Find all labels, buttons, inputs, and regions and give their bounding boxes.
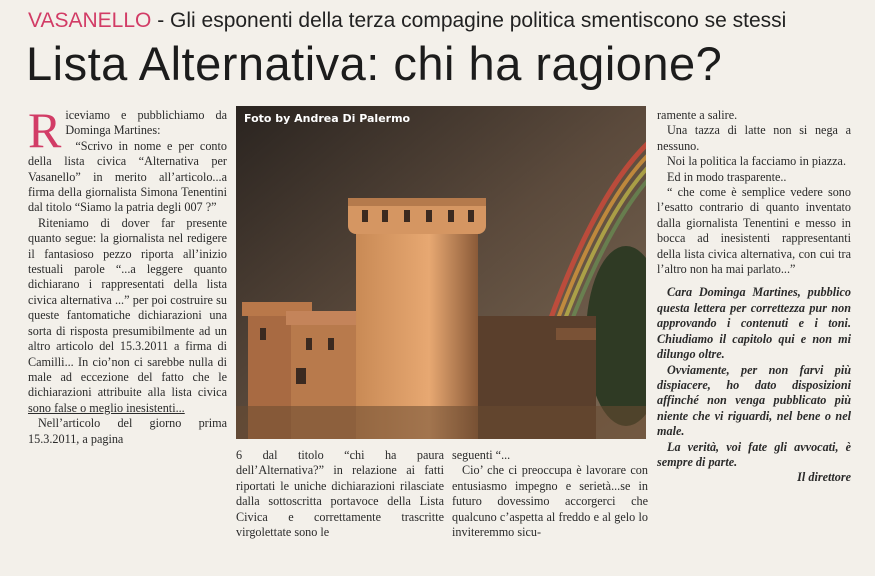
photo-credit: Foto by Andrea Di Palermo (244, 112, 411, 125)
article-kicker (28, 8, 786, 34)
column-3 (452, 448, 648, 540)
headline: Lista Alternativa: chi ha ragione? (26, 37, 723, 90)
column-1 (28, 102, 227, 447)
paragraph: Nell’articolo del giorno prima 15.3.2011, a pagina (28, 416, 227, 446)
reply-paragraph: Cara Dominga Martines, pubblico questa lettera per correttezza pur non approvando i contenuti e i toni. Chiudiamo il capitolo qui e non mi dilungo oltre. (657, 285, 851, 362)
reply-paragraph: Ovviamente, per non farvi più dispiacere, ho dato disposizioni affinché non venga pubblicato più niente che vi riguardi, nel bene o nel male. (657, 362, 851, 439)
paragraph: iceviamo e pubblichiamo da Dominga Martines: (65, 108, 227, 138)
paragraph: Una tazza di latte non si nega a nessuno. (657, 123, 851, 153)
column-4 (657, 108, 851, 486)
column-2 (236, 448, 444, 540)
drop-cap: R (28, 102, 62, 158)
paragraph: Cio’ che ci preoccupa è lavorare con entusiasmo impegno e serietà...se in futuro dovessimo accorgerci che qualcuno c’aspetta al freddo e al gelo lo inviteremmo sicu- (452, 463, 648, 540)
paragraph: seguenti “... (452, 448, 511, 462)
paragraph: Ed in modo trasparente.. (667, 169, 787, 184)
paragraph: ramente a salire. (657, 108, 738, 122)
paragraph: “Scrivo in nome e per conto della lista civica “Alternativa per Vasanello” in merito all’articolo...a firma della giornalista Simona Tenentini dal titolo “Siamo la patria degli 007 ?” (28, 138, 227, 215)
underlined-text: sono false o meglio inesistenti... (28, 400, 185, 415)
editor-reply (657, 285, 851, 470)
spacer (657, 277, 851, 285)
paragraph-text: Riteniamo di dover far presente quanto segue: la giornalista nel redigere il fantasioso pezzo riporta all’inizio testuali parole “...a leggere quanto dichiarano i rappresentati della lista civica alternativa ...” per poi costruire su queste fantomatiche dichiarazioni una sorta di risposta presumibilmente ad un altro articolo del 15.3.2011 a firma di Camilli... In cio’non ci sarebbe nulla di male ad eccezione del fatto che le dichiarazioni attribuite alla lista civica (28, 215, 227, 400)
castle-rainbow-illustration (236, 106, 646, 439)
paragraph: “ che come è semplice vedere sono l’esatto contrario di quanto inventato dalla giornalista Tenentini e messo in bocca ad inesistenti rappresentanti della lista civica alternativa, con cui tra l’altro non ha mai parlato...” (657, 185, 851, 277)
location-tag: VASANELLO (28, 9, 152, 32)
kicker-text: - Gli esponenti della terza compagine politica smentiscono se stessi (157, 9, 787, 32)
signature: Il direttore (797, 470, 851, 485)
reply-paragraph: La verità, voi fate gli avvocati, è sempre di parte. (657, 439, 851, 469)
paragraph: 6 dal titolo “chi ha paura dell’Alternativa?” in relazione ai fatti riportati le uniche dichiarazioni rilasciate dalla sottoscritta portavoce della Lista Civica e correttamente trascritte virgolettate sono le (236, 448, 444, 540)
paragraph: Noi la politica la facciamo in piazza. (667, 154, 847, 169)
castle-photo (236, 106, 646, 439)
paragraph (28, 216, 227, 416)
